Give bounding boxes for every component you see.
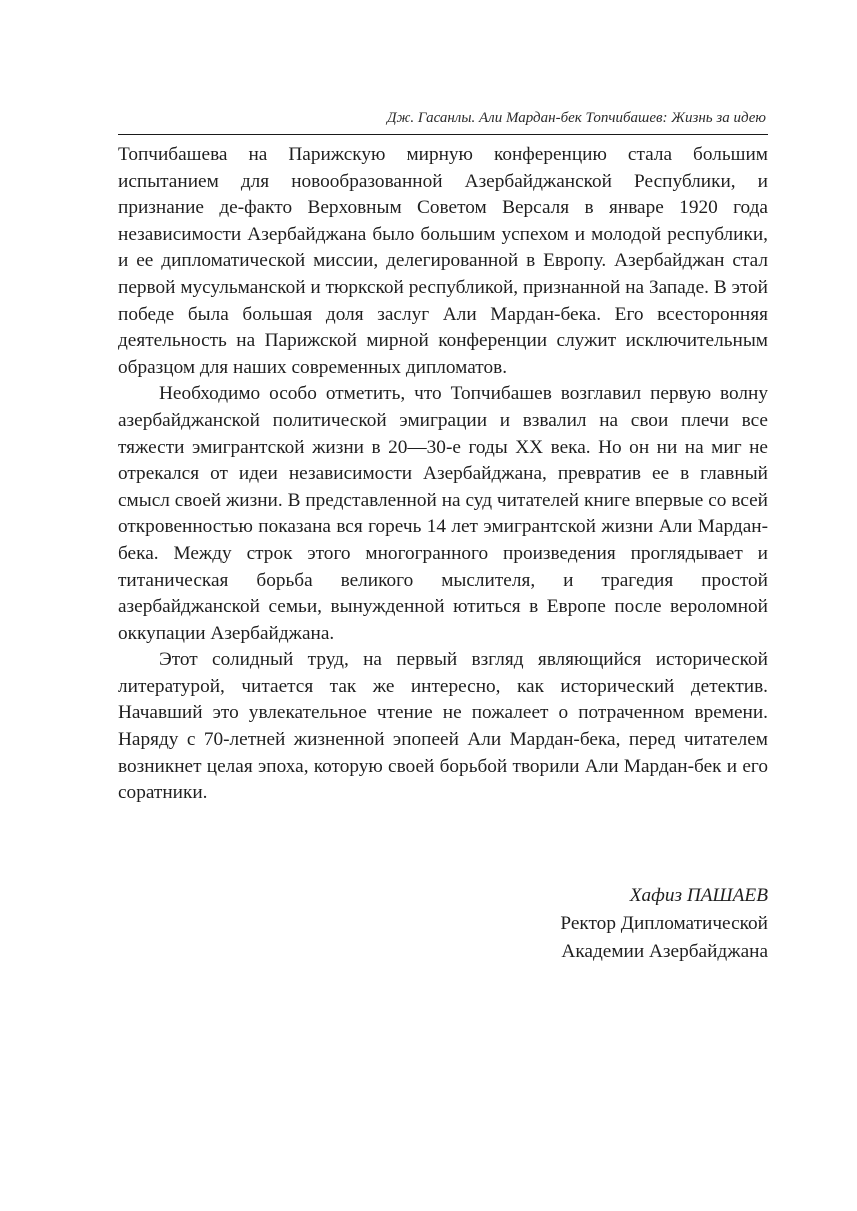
signature-name: Хафиз ПАШАЕВ bbox=[629, 885, 768, 906]
paragraph-3: Этот солидный труд, на первый взгляд являющийся исторической литературой, читается так же интересно, как исторический детектив. Начавший это увлекательное чтение не пожалеет о потраченном времени. Наряду с 70-летней жизненной эпопеей Али Мардан-бека, перед читателем возникнет целая эпоха, которую своей борьбой творили Али Мардан-бек и его соратники. bbox=[118, 649, 768, 804]
running-header: Дж. Гасанлы. Али Мардан-бек Топчибашев: Жизнь за идею bbox=[386, 110, 766, 126]
paragraph-1: Топчибашева на Парижскую мирную конференцию стала большим испытанием для новообразованной Азербайджанской Республики, и признание де-факто Верховным Советом Версаля в январе 1920 года независимости Азербайджана было большим успехом и молодой республики, и ее дипломатической миссии, делегированной в Европу. Азербайджан стал первой мусульманской и тюркской республикой, признанной на Западе. В этой победе была большая доля заслуг Али Мардан-бека. Его всесторонняя деятельность на Парижской мирной конференции служит исключительным образцом для наших современных дипломатов. bbox=[118, 144, 768, 378]
signature-title-line-1: Ректор Дипломатической bbox=[560, 913, 768, 934]
signature-block bbox=[418, 882, 768, 966]
paragraph-2: Необходимо особо отметить, что Топчибашев возглавил первую волну азербайджанской политической эмиграции и взвалил на свои плечи все тяжести эмигрантской жизни в 20—30-е годы XX века. Но он ни на миг не отрекался от идеи независимости Азербайджана, превратив ее в главный смысл своей жизни. В представленной на суд читателей книге впервые со всей откровенностью показана вся горечь 14 лет эмигрантской жизни Али Мардан-бека. Между строк этого многогранного произведения проглядывает и титаническая борьба великого мыслителя, и трагедия простой азербайджанской семьи, вынужденной ютиться в Европе после вероломной оккупации Азербайджана. bbox=[118, 383, 768, 644]
header-divider bbox=[118, 134, 768, 135]
signature-title-line-2: Академии Азербайджана bbox=[561, 941, 768, 962]
body-text bbox=[118, 142, 768, 807]
